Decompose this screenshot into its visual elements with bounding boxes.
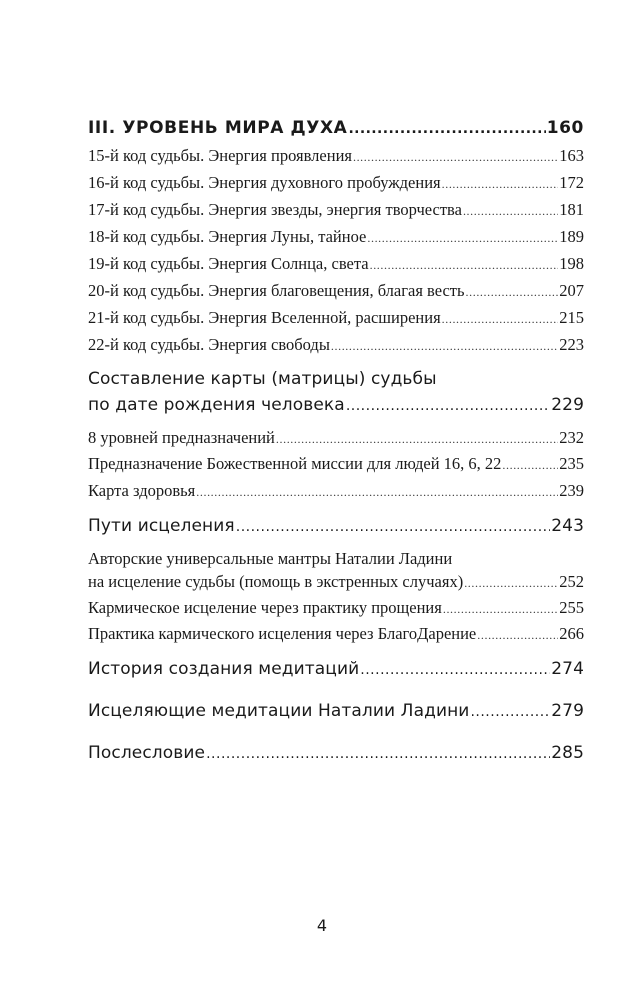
toc-entry-mantras bbox=[88, 572, 584, 592]
toc-entry-health-map bbox=[88, 481, 584, 501]
toc-entry-meditations bbox=[88, 701, 584, 721]
toc-entry-code-15 bbox=[88, 146, 584, 166]
toc-entry-matrix-title-line1: Составление карты (матрицы) судьбы bbox=[88, 369, 437, 389]
toc-entry-title: Практика кармического исцеления через БлагоДарение bbox=[88, 624, 477, 643]
toc-entry-title: 21-й код судьбы. Энергия Вселенной, расширения bbox=[88, 308, 441, 327]
toc-entry-title: История создания медитаций bbox=[88, 659, 360, 679]
toc-entry-page: 207 bbox=[559, 281, 584, 300]
toc-entry-title: 15-й код судьбы. Энергия проявления bbox=[88, 146, 352, 165]
toc-entry-purposes bbox=[88, 428, 584, 448]
toc-entry-title: Предназначение Божественной миссии для людей 16, 6, 22 bbox=[88, 454, 502, 473]
dot-leader bbox=[464, 576, 558, 591]
dot-leader bbox=[463, 204, 558, 219]
dot-leader bbox=[353, 150, 558, 165]
toc-entry-title: по дате рождения человека bbox=[88, 395, 345, 415]
toc-entry-page: 181 bbox=[559, 200, 584, 219]
dot-leader bbox=[276, 432, 558, 447]
dot-leader bbox=[443, 602, 558, 617]
toc-entry-page: 198 bbox=[559, 254, 584, 273]
toc-entry-page: 274 bbox=[551, 659, 584, 679]
toc-entry-page: 285 bbox=[551, 743, 584, 763]
toc-entry-page: 215 bbox=[559, 308, 584, 327]
dot-leader bbox=[367, 231, 558, 246]
dot-leader bbox=[470, 704, 550, 720]
dot-leader bbox=[360, 662, 550, 678]
dot-leader bbox=[477, 628, 558, 643]
toc-entry-page: 172 bbox=[559, 173, 584, 192]
dot-leader bbox=[442, 312, 559, 327]
toc-entry-page: 243 bbox=[551, 516, 584, 536]
toc-entry-mantras-title-line1: Авторские универсальные мантры Наталии Ладини bbox=[88, 549, 453, 568]
toc-entry-title: 22-й код судьбы. Энергия свободы bbox=[88, 335, 330, 354]
toc-entry-title: 16-й код судьбы. Энергия духовного пробуждения bbox=[88, 173, 441, 192]
toc-entry-title: Исцеляющие медитации Наталии Ладини bbox=[88, 701, 470, 721]
dot-leader bbox=[346, 398, 550, 414]
toc-entry-divine-mission bbox=[88, 454, 584, 474]
toc-entry-code-20 bbox=[88, 281, 584, 301]
dot-leader bbox=[196, 485, 558, 500]
toc-entry-page: 160 bbox=[546, 118, 584, 138]
toc-page bbox=[88, 0, 584, 1000]
dot-leader bbox=[348, 121, 545, 137]
toc-entry-code-19 bbox=[88, 254, 584, 274]
toc-entry-title: 19-й код судьбы. Энергия Солнца, света bbox=[88, 254, 369, 273]
toc-entry-title: Послесловие bbox=[88, 743, 206, 763]
dot-leader bbox=[442, 177, 559, 192]
toc-entry-page: 266 bbox=[559, 624, 584, 643]
toc-entry-page: 163 bbox=[559, 146, 584, 165]
toc-entry-healing bbox=[88, 516, 584, 536]
toc-entry-page: 255 bbox=[559, 598, 584, 617]
toc-entry-code-21 bbox=[88, 308, 584, 328]
toc-entry-page: 239 bbox=[559, 481, 584, 500]
toc-entry-title: 20-й код судьбы. Энергия благовещения, благая весть bbox=[88, 281, 465, 300]
toc-entry-section-iii bbox=[88, 118, 584, 138]
toc-entry-code-17 bbox=[88, 200, 584, 220]
toc-entry-page: 229 bbox=[551, 395, 584, 415]
toc-entry-title: Карта здоровья bbox=[88, 481, 196, 500]
toc-entry-page: 189 bbox=[559, 227, 584, 246]
toc-entry-gratitude bbox=[88, 624, 584, 644]
toc-entry-page: 223 bbox=[559, 335, 584, 354]
toc-entry-history bbox=[88, 659, 584, 679]
dot-leader bbox=[502, 458, 558, 473]
toc-entry-title: на исцеление судьбы (помощь в экстренных случаях) bbox=[88, 572, 464, 591]
toc-entry-page: 235 bbox=[559, 454, 584, 473]
toc-entry-afterword bbox=[88, 743, 584, 763]
toc-entry-matrix bbox=[88, 395, 584, 415]
toc-entry-code-22 bbox=[88, 335, 584, 355]
dot-leader bbox=[331, 339, 558, 354]
toc-entry-title: Кармическое исцеление через практику прощения bbox=[88, 598, 442, 617]
toc-entry-title: 8 уровней предназначений bbox=[88, 428, 275, 447]
dot-leader bbox=[466, 285, 559, 300]
toc-entry-page: 252 bbox=[559, 572, 584, 591]
toc-entry-title: III. УРОВЕНЬ МИРА ДУХА bbox=[88, 118, 348, 138]
toc-entry-title: 18-й код судьбы. Энергия Луны, тайное bbox=[88, 227, 367, 246]
toc-entry-code-18 bbox=[88, 227, 584, 247]
toc-entry-page: 232 bbox=[559, 428, 584, 447]
toc-entry-title: 17-й код судьбы. Энергия звезды, энергия творчества bbox=[88, 200, 462, 219]
page-number: 4 bbox=[316, 916, 328, 935]
toc-entry-page: 279 bbox=[551, 701, 584, 721]
dot-leader bbox=[236, 519, 551, 535]
toc-entry-title: Пути исцеления bbox=[88, 516, 235, 536]
toc-entry-forgiveness bbox=[88, 598, 584, 618]
dot-leader bbox=[370, 258, 559, 273]
dot-leader bbox=[206, 746, 550, 762]
toc-entry-code-16 bbox=[88, 173, 584, 193]
